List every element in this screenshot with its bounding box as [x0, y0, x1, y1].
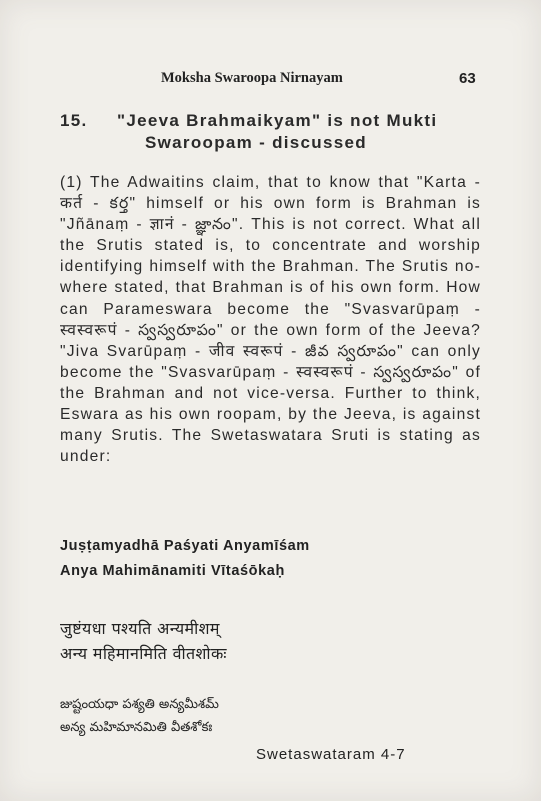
page-header: [0, 66, 541, 88]
verse-telugu-line2: అన్య మహిమానమితి వీతశోకః: [60, 720, 213, 735]
section-number: 15.: [60, 111, 88, 130]
verse-devanagari-line2: अन्य महिमानमिति वीतशोकः: [60, 644, 227, 663]
verse-telugu-line1: జుష్టంయధా పశ్యతి అన్యమీశమ్: [60, 697, 219, 712]
body-paragraph: [60, 172, 481, 467]
paragraph-text: (1) The Adwaitins claim, that to know that "Karta - कर्त - కర్త" himself or his own form is Brahman is "Jñānaṃ - ज्ञानं - జ్ఞానం". This is not correct. What all the Srutis stated is, to concentrate and worship identifying himself with the Brahman. The Srutis no-where stated, that Brahman is of his own form. How can Parameswara become the "Svasvarūpaṃ - स्वस्वरूपं - స్వస్వరూపం" or the own form of the Jeeva? "Jiva Svarūpaṃ - जीव स्वरूपं - జీవ స్వరూపం" can only become the "Svasvarūpaṃ - स्वस्वरूपं - స్వస్వరూపం" of the Brahman and not vice-versa. Further to think, Eswara as his own roopam, by the Jeeva, is against many Srutis. The Swetaswatara Sruti is stating as under:: [60, 174, 481, 466]
verse-roman-line2: Anya Mahimānamiti Vītaśōkaḥ: [60, 563, 285, 579]
verse-devanagari-line1: जुष्टंयधा पश्यति अन्यमीशम्: [60, 619, 220, 638]
verse-roman-line1: Juṣṭamyadhā Paśyati Anyamīśam: [60, 538, 310, 554]
page-number: 63: [459, 70, 476, 87]
running-title: Moksha Swaroopa Nirnayam: [161, 70, 343, 86]
section-title-line1: "Jeeva Brahmaikyam" is not Mukti: [117, 111, 438, 130]
section-title-line2: Swaroopam - discussed: [145, 133, 367, 152]
verse-source: Swetaswataram 4-7: [256, 746, 406, 763]
